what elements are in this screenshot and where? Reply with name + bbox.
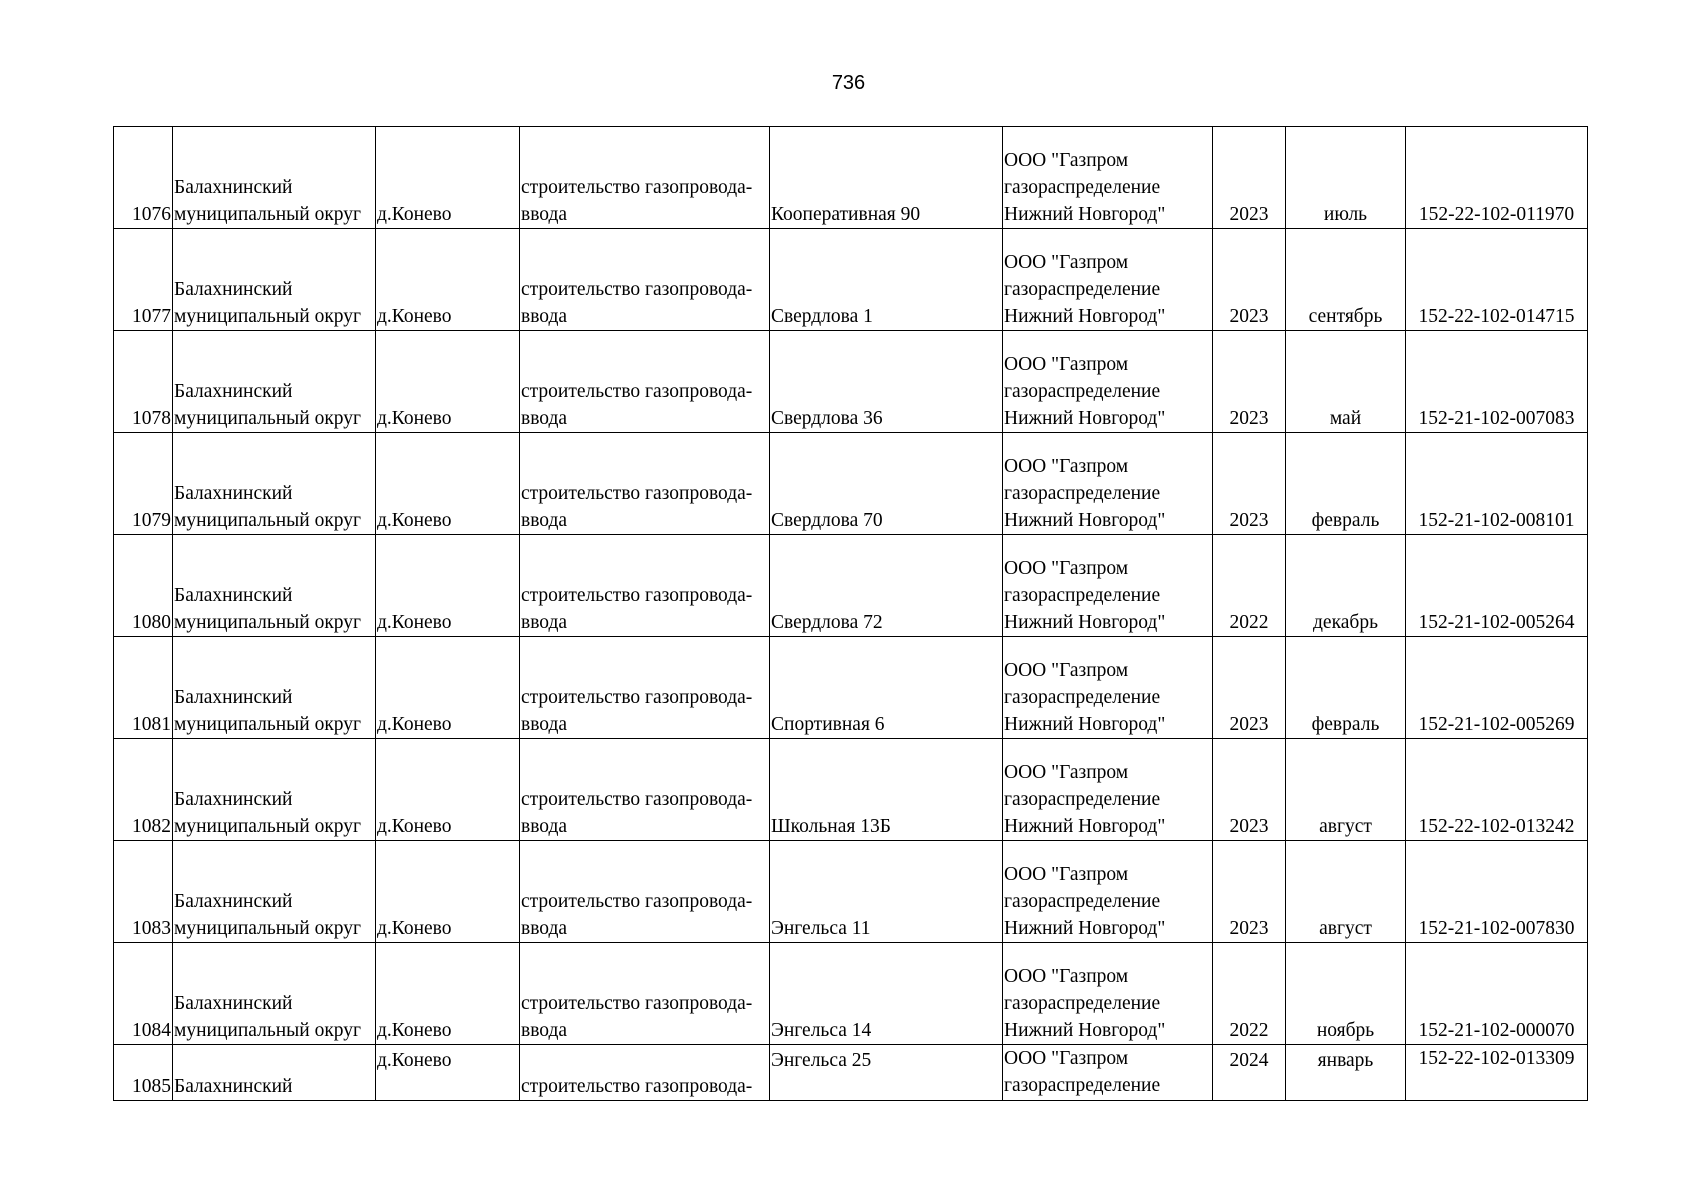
district-line: муниципальный округ: [174, 612, 362, 633]
district-line: Балахнинский: [174, 483, 293, 504]
code-cell: 152-21-102-005269: [1406, 637, 1588, 739]
month-cell: июль: [1286, 127, 1406, 229]
row-number-cell: 1076: [114, 127, 173, 229]
organization-line: Нижний Новгород": [1004, 612, 1166, 633]
organization-line: газораспределение: [1004, 483, 1161, 504]
address-cell: Кооперативная 90: [770, 127, 1003, 229]
work-type-line: строительство газопровода-: [521, 687, 753, 708]
table-row: [114, 943, 1588, 1045]
organization-cell: [1003, 943, 1213, 1045]
work-type-line: строительство газопровода-: [521, 483, 753, 504]
month-cell: декабрь: [1286, 535, 1406, 637]
district-line: Балахнинский: [174, 1076, 293, 1097]
row-number-cell: 1079: [114, 433, 173, 535]
month-cell: август: [1286, 841, 1406, 943]
year-cell: 2022: [1213, 535, 1286, 637]
year-cell: 2023: [1213, 739, 1286, 841]
village-cell: д.Конево: [376, 739, 520, 841]
village-cell: д.Конево: [376, 331, 520, 433]
work-type-cell: [520, 739, 770, 841]
district-line: Балахнинский: [174, 687, 293, 708]
organization-line: газораспределение: [1004, 381, 1161, 402]
village-cell: д.Конево: [376, 127, 520, 229]
work-type-cell: [520, 943, 770, 1045]
organization-line: ООО "Газпром: [1004, 252, 1129, 273]
year-cell: 2023: [1213, 331, 1286, 433]
row-number-cell: 1084: [114, 943, 173, 1045]
district-cell: [173, 331, 376, 433]
work-type-line: ввода: [521, 204, 568, 225]
row-number-cell: 1081: [114, 637, 173, 739]
work-type-line: строительство газопровода-: [521, 279, 753, 300]
organization-line: ООО "Газпром: [1004, 966, 1129, 987]
district-line: Балахнинский: [174, 279, 293, 300]
address-cell: Свердлова 1: [770, 229, 1003, 331]
row-number-cell: 1082: [114, 739, 173, 841]
organization-line: Нижний Новгород": [1004, 816, 1166, 837]
organization-line: газораспределение: [1004, 177, 1161, 198]
month-cell: сентябрь: [1286, 229, 1406, 331]
code-cell: 152-22-102-013309: [1406, 1045, 1588, 1101]
work-type-cell: [520, 331, 770, 433]
row-number-cell: 1080: [114, 535, 173, 637]
year-cell: 2022: [1213, 943, 1286, 1045]
organization-line: газораспределение: [1004, 687, 1161, 708]
table-row: [114, 433, 1588, 535]
organization-line: ООО "Газпром: [1004, 558, 1129, 579]
district-cell: [173, 1045, 376, 1101]
code-cell: 152-21-102-000070: [1406, 943, 1588, 1045]
district-line: Балахнинский: [174, 993, 293, 1014]
month-cell: февраль: [1286, 637, 1406, 739]
work-type-line: ввода: [521, 918, 568, 939]
organization-line: ООО "Газпром: [1004, 762, 1129, 783]
work-type-line: ввода: [521, 1020, 568, 1041]
organization-line: ООО "Газпром: [1004, 864, 1129, 885]
organization-cell: [1003, 841, 1213, 943]
village-cell: д.Конево: [376, 535, 520, 637]
work-type-line: строительство газопровода-: [521, 789, 753, 810]
organization-cell: [1003, 229, 1213, 331]
work-type-line: строительство газопровода-: [521, 381, 753, 402]
district-line: муниципальный округ: [174, 204, 362, 225]
table-row: [114, 127, 1588, 229]
district-line: муниципальный округ: [174, 816, 362, 837]
organization-cell: [1003, 433, 1213, 535]
address-cell: Свердлова 36: [770, 331, 1003, 433]
organization-line: газораспределение: [1004, 585, 1161, 606]
organization-cell: [1003, 331, 1213, 433]
district-line: муниципальный округ: [174, 306, 362, 327]
row-number-cell: 1085: [114, 1045, 173, 1101]
row-number-cell: 1077: [114, 229, 173, 331]
organization-line: Нижний Новгород": [1004, 306, 1166, 327]
district-line: муниципальный округ: [174, 408, 362, 429]
organization-line: газораспределение: [1004, 993, 1161, 1014]
village-cell: д.Конево: [376, 1045, 520, 1101]
table-row: [114, 841, 1588, 943]
village-cell: д.Конево: [376, 433, 520, 535]
address-cell: Энгельса 14: [770, 943, 1003, 1045]
district-cell: [173, 535, 376, 637]
year-cell: 2024: [1213, 1045, 1286, 1101]
month-cell: февраль: [1286, 433, 1406, 535]
district-cell: [173, 943, 376, 1045]
table-row: [114, 229, 1588, 331]
table-row: [114, 637, 1588, 739]
address-cell: Школьная 13Б: [770, 739, 1003, 841]
district-line: Балахнинский: [174, 789, 293, 810]
table-row: [114, 739, 1588, 841]
district-line: Балахнинский: [174, 585, 293, 606]
table-row: [114, 1045, 1588, 1101]
district-line: муниципальный округ: [174, 918, 362, 939]
address-cell: Энгельса 25: [770, 1045, 1003, 1101]
year-cell: 2023: [1213, 637, 1286, 739]
work-type-cell: [520, 1045, 770, 1101]
code-cell: 152-22-102-014715: [1406, 229, 1588, 331]
organization-line: Нижний Новгород": [1004, 204, 1166, 225]
district-line: муниципальный округ: [174, 510, 362, 531]
district-cell: [173, 433, 376, 535]
district-line: муниципальный округ: [174, 714, 362, 735]
table-row: [114, 535, 1588, 637]
village-cell: д.Конево: [376, 229, 520, 331]
district-line: Балахнинский: [174, 381, 293, 402]
work-type-line: ввода: [521, 306, 568, 327]
work-type-line: ввода: [521, 612, 568, 633]
organization-line: ООО "Газпром: [1004, 1048, 1129, 1069]
district-line: муниципальный округ: [174, 1020, 362, 1041]
row-number-cell: 1078: [114, 331, 173, 433]
organization-line: ООО "Газпром: [1004, 660, 1129, 681]
address-cell: Свердлова 72: [770, 535, 1003, 637]
work-type-cell: [520, 433, 770, 535]
district-cell: [173, 739, 376, 841]
organization-cell: [1003, 739, 1213, 841]
district-line: Балахнинский: [174, 177, 293, 198]
district-cell: [173, 637, 376, 739]
organization-line: газораспределение: [1004, 891, 1161, 912]
work-type-cell: [520, 127, 770, 229]
month-cell: ноябрь: [1286, 943, 1406, 1045]
gasification-table: [113, 126, 1588, 1101]
organization-line: Нижний Новгород": [1004, 510, 1166, 531]
organization-line: ООО "Газпром: [1004, 354, 1129, 375]
work-type-line: строительство газопровода-: [521, 1076, 753, 1097]
year-cell: 2023: [1213, 433, 1286, 535]
village-cell: д.Конево: [376, 841, 520, 943]
work-type-line: ввода: [521, 510, 568, 531]
organization-line: ООО "Газпром: [1004, 456, 1129, 477]
organization-cell: [1003, 127, 1213, 229]
work-type-cell: [520, 637, 770, 739]
year-cell: 2023: [1213, 841, 1286, 943]
work-type-line: ввода: [521, 408, 568, 429]
organization-cell: [1003, 1045, 1213, 1101]
organization-line: газораспределение: [1004, 1075, 1161, 1096]
district-line: Балахнинский: [174, 891, 293, 912]
work-type-line: строительство газопровода-: [521, 177, 753, 198]
district-cell: [173, 841, 376, 943]
district-cell: [173, 127, 376, 229]
organization-line: Нижний Новгород": [1004, 714, 1166, 735]
work-type-line: строительство газопровода-: [521, 993, 753, 1014]
row-number-cell: 1083: [114, 841, 173, 943]
village-cell: д.Конево: [376, 637, 520, 739]
code-cell: 152-22-102-011970: [1406, 127, 1588, 229]
work-type-line: ввода: [521, 714, 568, 735]
organization-line: газораспределение: [1004, 789, 1161, 810]
organization-line: газораспределение: [1004, 279, 1161, 300]
work-type-cell: [520, 841, 770, 943]
village-cell: д.Конево: [376, 943, 520, 1045]
organization-line: ООО "Газпром: [1004, 150, 1129, 171]
organization-line: Нижний Новгород": [1004, 1020, 1166, 1041]
code-cell: 152-21-102-007830: [1406, 841, 1588, 943]
district-cell: [173, 229, 376, 331]
address-cell: Энгельса 11: [770, 841, 1003, 943]
organization-line: Нижний Новгород": [1004, 918, 1166, 939]
work-type-line: строительство газопровода-: [521, 585, 753, 606]
code-cell: 152-21-102-008101: [1406, 433, 1588, 535]
address-cell: Спортивная 6: [770, 637, 1003, 739]
year-cell: 2023: [1213, 127, 1286, 229]
code-cell: 152-22-102-013242: [1406, 739, 1588, 841]
work-type-cell: [520, 229, 770, 331]
work-type-cell: [520, 535, 770, 637]
month-cell: август: [1286, 739, 1406, 841]
page-number: 736: [831, 72, 866, 94]
address-cell: Свердлова 70: [770, 433, 1003, 535]
work-type-line: ввода: [521, 816, 568, 837]
month-cell: январь: [1286, 1045, 1406, 1101]
table-body: [114, 127, 1588, 1101]
year-cell: 2023: [1213, 229, 1286, 331]
organization-cell: [1003, 637, 1213, 739]
month-cell: май: [1286, 331, 1406, 433]
code-cell: 152-21-102-007083: [1406, 331, 1588, 433]
organization-cell: [1003, 535, 1213, 637]
organization-line: Нижний Новгород": [1004, 408, 1166, 429]
code-cell: 152-21-102-005264: [1406, 535, 1588, 637]
table-row: [114, 331, 1588, 433]
work-type-line: строительство газопровода-: [521, 891, 753, 912]
